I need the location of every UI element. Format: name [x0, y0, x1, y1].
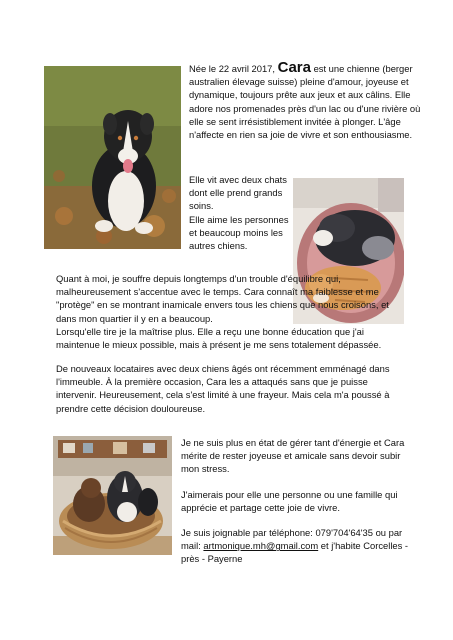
contact-text-1: Je suis joignable par téléphone: 079'704'64'35 ou par mail: — [181, 527, 403, 552]
contact-text-2: et j'habite Corcelles - près - Payerne — [181, 540, 409, 565]
email-link[interactable]: artmonique.mh@gmail.com — [203, 540, 319, 552]
tenants-paragraph: De nouveaux locataires avec deux chiens âgés ont récemment emménagé dans l'immeuble. À la première occasion, Cara les a attaqués sans que je puisse intervenir. Heureusement, cela s'est limité à une frayeur. Mais cela m'a poussé à prendre cette décision douloureuse. — [56, 363, 390, 414]
owner-line-2: Lorsqu'elle tire je la maîtrise plus. Elle a reçu une bonne éducation que j'ai maintenue le mieux possible, mais à présent je me sens totalement dépassée. — [56, 325, 382, 351]
owner-line-1: Quant à moi, je souffre depuis longtemps d'un trouble d'équilibre qui, malheureusement s'accentue avec le temps. Cara connaît ma faiblesse et me "protège" en se montrant inamicale envers tous les chiens que nous croisons, et dans mon quartier il y en a beaucoup. — [56, 273, 389, 324]
intro-prefix: Née le 22 avril 2017, — [189, 63, 278, 74]
cats-line-1: Elle vit avec deux chats dont elle prend grands soins. — [189, 174, 287, 212]
dog-name: Cara — [277, 59, 311, 76]
wish-paragraph: J'aimerais pour elle une personne ou une famille qui apprécie et partage cette joie de vivre. — [181, 489, 398, 514]
cats-paragraph — [189, 173, 289, 252]
owner-paragraph — [56, 272, 406, 351]
dogs-in-basket-photo — [53, 436, 172, 555]
dog-on-leaves-photo — [44, 66, 181, 249]
intro-rest: est une chienne (berger australien élevage suisse) pleine d'amour, joyeuse et dynamique, toujours prête aux jeux et aux câlins. Elle adore nos promenades près d'un lac ou d'une rivière où elle se sent irrésistiblement invitée à plonger. L'âge n'affecte en rien sa joie de vivre et son enthousiasme. — [189, 63, 421, 141]
intro-paragraph — [189, 61, 425, 141]
capacity-paragraph: Je ne suis plus en état de gérer tant d'énergie et Cara mérite de rester joyeuse et amicale sans devoir subir mon stress. — [181, 437, 405, 475]
contact-paragraph — [181, 526, 421, 566]
cats-line-2: Elle aime les personnes et beaucoup moins les autres chiens. — [189, 213, 289, 252]
